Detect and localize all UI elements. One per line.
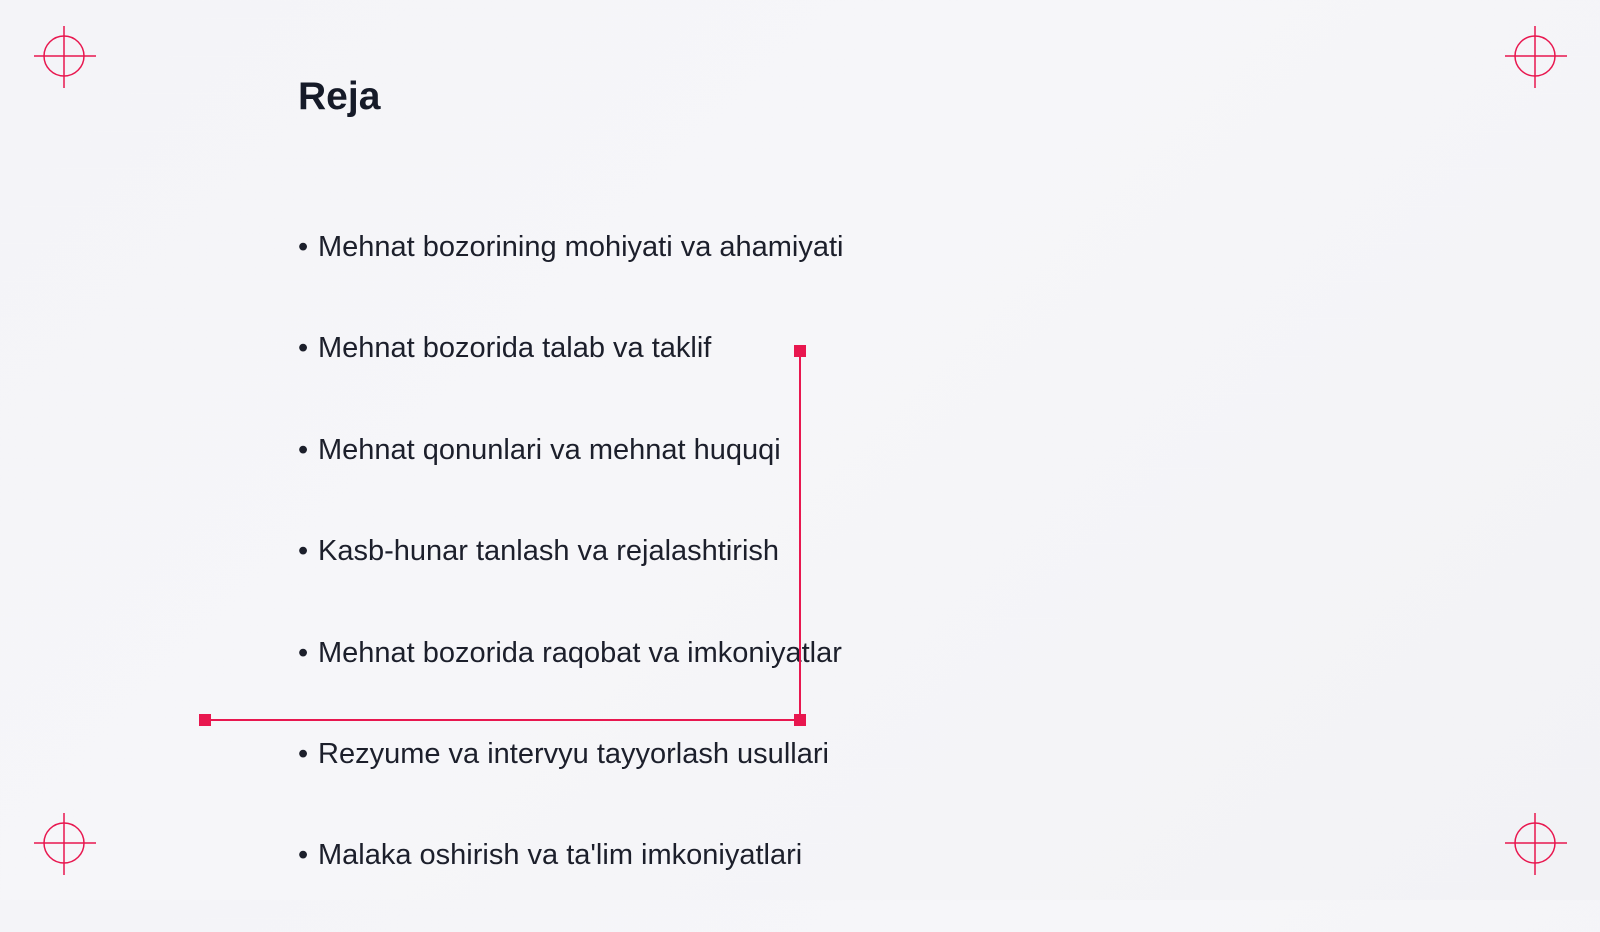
list-item [298,729,844,830]
bullet-marker: • [298,535,309,568]
crosshair-icon [34,813,96,875]
list-item [298,830,844,931]
bullet-marker: • [298,839,309,872]
slide-title: Reja [298,75,381,118]
crosshair-icon [1505,26,1567,88]
bullet-marker: • [298,231,309,263]
bullet-marker: • [298,433,309,466]
list-item-text: Rezyume va intervyu tayyorlash usullari [318,737,829,770]
list-item [298,628,844,729]
crosshair-icon [1505,813,1567,875]
list-item-text: Mehnat bozorining mohiyati va ahamiyati [318,231,844,263]
list-item-text: Mehnat bozorida raqobat va imkoniyatlar [318,636,842,669]
list-item-text: Malaka oshirish va ta'lim imkoniyatlari [318,839,803,872]
list-item [298,323,844,424]
list-item-text: Mehnat qonunlari va mehnat huquqi [318,433,781,466]
crosshair-icon [34,26,96,88]
bullet-list [298,222,844,932]
list-item-text: Kasb-hunar tanlash va rejalashtirish [318,535,780,568]
bullet-marker: • [298,636,309,669]
list-item [298,526,844,627]
list-item [298,222,844,323]
bullet-marker: • [298,737,309,770]
list-item-text: Mehnat bozorida talab va taklif [318,332,712,365]
list-item [298,425,844,526]
resize-handle[interactable] [199,714,211,726]
bullet-marker: • [298,332,309,365]
